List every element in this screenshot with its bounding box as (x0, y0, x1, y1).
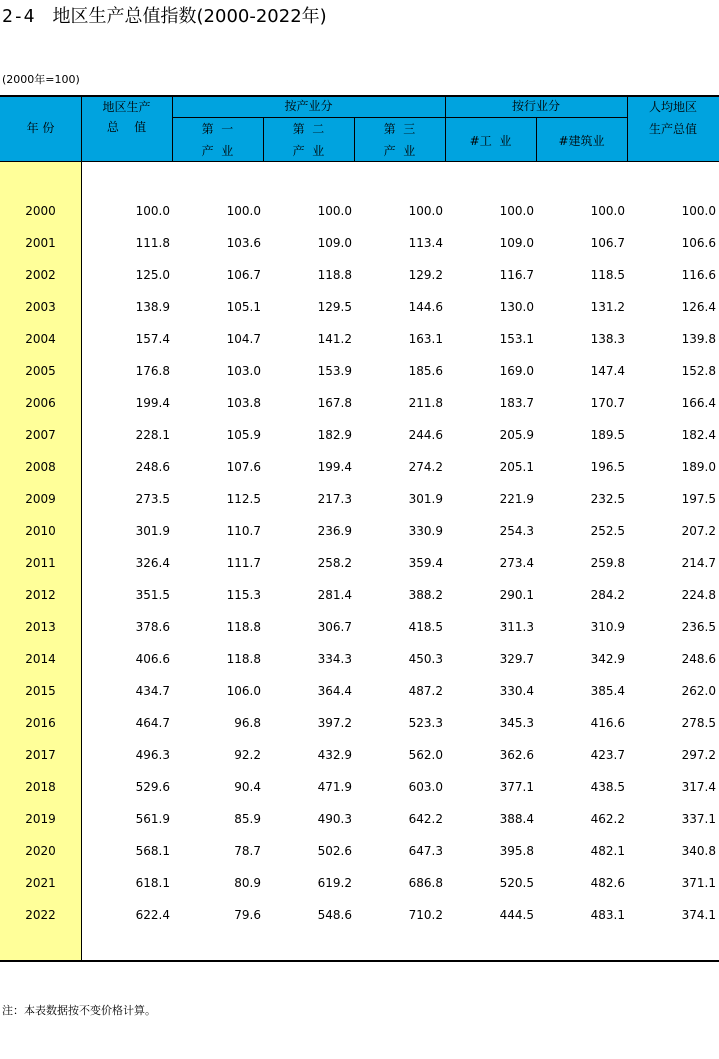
tertiary-cell: 244.6 (408, 428, 443, 442)
secondary-cell: 141.2 (317, 332, 352, 346)
year-cell: 2015 (25, 684, 56, 698)
primary-cell: 92.2 (234, 748, 261, 762)
per-capita-cell: 166.4 (681, 396, 716, 410)
secondary-cell: 619.2 (317, 876, 352, 890)
per-capita-cell: 236.5 (681, 620, 716, 634)
per-capita-cell: 340.8 (681, 844, 716, 858)
header-secondary-line2: 产 业 (292, 144, 325, 158)
secondary-cell: 129.5 (317, 300, 352, 314)
per-capita-cell: 374.1 (681, 908, 716, 922)
tertiary-cell: 163.1 (408, 332, 443, 346)
gdp-cell: 199.4 (135, 396, 170, 410)
secondary-cell: 217.3 (317, 492, 352, 506)
footnote: 注：本表数据按不变价格计算。 (2, 1004, 156, 1017)
primary-cell: 103.8 (226, 396, 261, 410)
year-cell: 2011 (25, 556, 56, 570)
table-bottom-border (0, 960, 719, 962)
year-cell: 2019 (25, 812, 56, 826)
table-row (0, 675, 719, 707)
construction-cell: 284.2 (590, 588, 625, 602)
industry-cell: 183.7 (499, 396, 534, 410)
construction-cell: 482.6 (590, 876, 625, 890)
table-row (0, 483, 719, 515)
primary-cell: 105.9 (226, 428, 261, 442)
per-capita-cell: 214.7 (681, 556, 716, 570)
industry-cell: 311.3 (499, 620, 534, 634)
primary-cell: 85.9 (234, 812, 261, 826)
year-cell: 2008 (25, 460, 56, 474)
primary-cell: 100.0 (226, 204, 261, 218)
secondary-cell: 258.2 (317, 556, 352, 570)
table-row (0, 835, 719, 867)
primary-cell: 105.1 (226, 300, 261, 314)
table-row (0, 259, 719, 291)
header-by-industry: 按产业分 (284, 99, 333, 113)
primary-cell: 103.6 (226, 236, 261, 250)
gdp-cell: 351.5 (135, 588, 170, 602)
per-capita-cell: 297.2 (681, 748, 716, 762)
data-table (0, 95, 719, 963)
year-cell: 2022 (25, 908, 56, 922)
gdp-cell: 561.9 (135, 812, 170, 826)
tertiary-cell: 388.2 (408, 588, 443, 602)
year-cell: 2012 (25, 588, 56, 602)
table-row (0, 451, 719, 483)
year-cell: 2000 (25, 204, 56, 218)
gdp-cell: 125.0 (135, 268, 170, 282)
tertiary-cell: 418.5 (408, 620, 443, 634)
tertiary-cell: 603.0 (408, 780, 443, 794)
industry-cell: 395.8 (499, 844, 534, 858)
industry-cell: 109.0 (499, 236, 534, 250)
table-row (0, 611, 719, 643)
construction-cell: 310.9 (590, 620, 625, 634)
secondary-cell: 502.6 (317, 844, 352, 858)
per-capita-cell: 248.6 (681, 652, 716, 666)
construction-cell: 147.4 (590, 364, 625, 378)
gdp-cell: 100.0 (135, 204, 170, 218)
header-per-capita-line1: 人均地区 (648, 100, 697, 114)
construction-cell: 423.7 (590, 748, 625, 762)
industry-cell: 362.6 (499, 748, 534, 762)
header-tertiary-line2: 产 业 (383, 144, 416, 158)
secondary-cell: 100.0 (317, 204, 352, 218)
primary-cell: 111.7 (226, 556, 261, 570)
gdp-cell: 248.6 (135, 460, 170, 474)
table-number: 2-4 (2, 6, 35, 27)
construction-cell: 259.8 (590, 556, 625, 570)
year-cell: 2002 (25, 268, 56, 282)
industry-cell: 153.1 (499, 332, 534, 346)
tertiary-cell: 647.3 (408, 844, 443, 858)
header-construction: #建筑业 (558, 134, 605, 148)
gdp-cell: 622.4 (135, 908, 170, 922)
tertiary-cell: 185.6 (408, 364, 443, 378)
table-row (0, 739, 719, 771)
tertiary-cell: 211.8 (408, 396, 443, 410)
construction-cell: 483.1 (590, 908, 625, 922)
table-row (0, 867, 719, 899)
tertiary-cell: 562.0 (408, 748, 443, 762)
header-gdp-line2: 总 值 (106, 120, 147, 134)
industry-cell: 100.0 (499, 204, 534, 218)
secondary-cell: 199.4 (317, 460, 352, 474)
table-row (0, 227, 719, 259)
header-by-sector: 按行业分 (511, 99, 560, 113)
year-cell: 2006 (25, 396, 56, 410)
per-capita-cell: 106.6 (681, 236, 716, 250)
tertiary-cell: 450.3 (408, 652, 443, 666)
gdp-cell: 434.7 (135, 684, 170, 698)
industry-cell: 520.5 (499, 876, 534, 890)
per-capita-cell: 197.5 (681, 492, 716, 506)
table-row (0, 291, 719, 323)
header-tertiary-line1: 第 三 (383, 122, 416, 136)
year-cell: 2020 (25, 844, 56, 858)
industry-cell: 116.7 (499, 268, 534, 282)
tertiary-cell: 523.3 (408, 716, 443, 730)
per-capita-cell: 278.5 (681, 716, 716, 730)
primary-cell: 103.0 (226, 364, 261, 378)
tertiary-cell: 129.2 (408, 268, 443, 282)
table-title-text: 地区生产总值指数(2000-2022年) (52, 6, 327, 27)
secondary-cell: 397.2 (317, 716, 352, 730)
secondary-cell: 109.0 (317, 236, 352, 250)
primary-cell: 106.7 (226, 268, 261, 282)
tertiary-cell: 330.9 (408, 524, 443, 538)
page-title (2, 5, 327, 29)
header-per-capita-line2: 生产总值 (648, 122, 697, 136)
table-top-border (0, 95, 719, 97)
header-primary-line1: 第 一 (201, 122, 234, 136)
tertiary-cell: 144.6 (408, 300, 443, 314)
secondary-cell: 364.4 (317, 684, 352, 698)
tertiary-cell: 274.2 (408, 460, 443, 474)
construction-cell: 170.7 (590, 396, 625, 410)
year-cell: 2018 (25, 780, 56, 794)
table-row (0, 547, 719, 579)
per-capita-cell: 116.6 (681, 268, 716, 282)
table-row (0, 323, 719, 355)
industry-cell: 221.9 (499, 492, 534, 506)
construction-cell: 118.5 (590, 268, 625, 282)
table-row (0, 387, 719, 419)
gdp-cell: 301.9 (135, 524, 170, 538)
header-year: 年 份 (26, 121, 55, 135)
gdp-cell: 157.4 (135, 332, 170, 346)
secondary-cell: 490.3 (317, 812, 352, 826)
header-bottom-border (0, 161, 719, 162)
primary-cell: 118.8 (226, 620, 261, 634)
gdp-cell: 406.6 (135, 652, 170, 666)
gdp-cell: 228.1 (135, 428, 170, 442)
header-gdp-line1: 地区生产 (102, 100, 151, 114)
per-capita-cell: 371.1 (681, 876, 716, 890)
gdp-cell: 618.1 (135, 876, 170, 890)
tertiary-cell: 301.9 (408, 492, 443, 506)
primary-cell: 96.8 (234, 716, 261, 730)
primary-cell: 78.7 (234, 844, 261, 858)
table-row (0, 195, 719, 227)
year-cell: 2005 (25, 364, 56, 378)
per-capita-cell: 139.8 (681, 332, 716, 346)
header-primary-line2: 产 业 (201, 144, 234, 158)
construction-cell: 482.1 (590, 844, 625, 858)
per-capita-cell: 337.1 (681, 812, 716, 826)
gdp-cell: 176.8 (135, 364, 170, 378)
tertiary-cell: 710.2 (408, 908, 443, 922)
tertiary-cell: 686.8 (408, 876, 443, 890)
industry-cell: 169.0 (499, 364, 534, 378)
construction-cell: 462.2 (590, 812, 625, 826)
secondary-cell: 334.3 (317, 652, 352, 666)
year-cell: 2001 (25, 236, 56, 250)
industry-cell: 329.7 (499, 652, 534, 666)
tertiary-cell: 359.4 (408, 556, 443, 570)
year-cell: 2010 (25, 524, 56, 538)
industry-cell: 290.1 (499, 588, 534, 602)
construction-cell: 196.5 (590, 460, 625, 474)
secondary-cell: 118.8 (317, 268, 352, 282)
industry-cell: 273.4 (499, 556, 534, 570)
industry-cell: 444.5 (499, 908, 534, 922)
gdp-cell: 138.9 (135, 300, 170, 314)
construction-cell: 189.5 (590, 428, 625, 442)
primary-cell: 110.7 (226, 524, 261, 538)
per-capita-cell: 189.0 (681, 460, 716, 474)
secondary-cell: 471.9 (317, 780, 352, 794)
construction-cell: 342.9 (590, 652, 625, 666)
gdp-cell: 111.8 (135, 236, 170, 250)
header-divider (172, 117, 628, 118)
construction-cell: 232.5 (590, 492, 625, 506)
year-cell: 2007 (25, 428, 56, 442)
gdp-cell: 378.6 (135, 620, 170, 634)
primary-cell: 80.9 (234, 876, 261, 890)
industry-cell: 388.4 (499, 812, 534, 826)
per-capita-cell: 262.0 (681, 684, 716, 698)
primary-cell: 118.8 (226, 652, 261, 666)
table-row (0, 643, 719, 675)
construction-cell: 100.0 (590, 204, 625, 218)
industry-cell: 330.4 (499, 684, 534, 698)
secondary-cell: 548.6 (317, 908, 352, 922)
construction-cell: 106.7 (590, 236, 625, 250)
tertiary-cell: 113.4 (408, 236, 443, 250)
industry-cell: 205.1 (499, 460, 534, 474)
secondary-cell: 281.4 (317, 588, 352, 602)
primary-cell: 112.5 (226, 492, 261, 506)
secondary-cell: 167.8 (317, 396, 352, 410)
per-capita-cell: 317.4 (681, 780, 716, 794)
construction-cell: 138.3 (590, 332, 625, 346)
header-industry: #工 业 (469, 134, 512, 148)
table-row (0, 579, 719, 611)
primary-cell: 106.0 (226, 684, 261, 698)
tertiary-cell: 642.2 (408, 812, 443, 826)
industry-cell: 205.9 (499, 428, 534, 442)
construction-cell: 438.5 (590, 780, 625, 794)
industry-cell: 130.0 (499, 300, 534, 314)
construction-cell: 385.4 (590, 684, 625, 698)
table-row (0, 899, 719, 931)
primary-cell: 107.6 (226, 460, 261, 474)
primary-cell: 115.3 (226, 588, 261, 602)
per-capita-cell: 182.4 (681, 428, 716, 442)
per-capita-cell: 207.2 (681, 524, 716, 538)
per-capita-cell: 100.0 (681, 204, 716, 218)
industry-cell: 254.3 (499, 524, 534, 538)
per-capita-cell: 126.4 (681, 300, 716, 314)
tertiary-cell: 487.2 (408, 684, 443, 698)
primary-cell: 104.7 (226, 332, 261, 346)
gdp-cell: 568.1 (135, 844, 170, 858)
unit-note: (2000年=100) (2, 73, 80, 86)
per-capita-cell: 224.8 (681, 588, 716, 602)
gdp-cell: 273.5 (135, 492, 170, 506)
gdp-cell: 496.3 (135, 748, 170, 762)
year-cell: 2013 (25, 620, 56, 634)
table-row (0, 707, 719, 739)
industry-cell: 377.1 (499, 780, 534, 794)
year-cell: 2016 (25, 716, 56, 730)
year-cell: 2004 (25, 332, 56, 346)
secondary-cell: 153.9 (317, 364, 352, 378)
secondary-cell: 432.9 (317, 748, 352, 762)
year-cell: 2017 (25, 748, 56, 762)
construction-cell: 131.2 (590, 300, 625, 314)
table-row (0, 355, 719, 387)
per-capita-cell: 152.8 (681, 364, 716, 378)
table-row (0, 515, 719, 547)
secondary-cell: 306.7 (317, 620, 352, 634)
gdp-cell: 326.4 (135, 556, 170, 570)
table-row (0, 803, 719, 835)
secondary-cell: 236.9 (317, 524, 352, 538)
table-row (0, 771, 719, 803)
primary-cell: 79.6 (234, 908, 261, 922)
header-secondary-line1: 第 二 (292, 122, 325, 136)
year-cell: 2021 (25, 876, 56, 890)
year-cell: 2009 (25, 492, 56, 506)
industry-cell: 345.3 (499, 716, 534, 730)
table-row (0, 419, 719, 451)
year-cell: 2014 (25, 652, 56, 666)
construction-cell: 252.5 (590, 524, 625, 538)
gdp-cell: 464.7 (135, 716, 170, 730)
gdp-cell: 529.6 (135, 780, 170, 794)
secondary-cell: 182.9 (317, 428, 352, 442)
year-cell: 2003 (25, 300, 56, 314)
primary-cell: 90.4 (234, 780, 261, 794)
construction-cell: 416.6 (590, 716, 625, 730)
tertiary-cell: 100.0 (408, 204, 443, 218)
